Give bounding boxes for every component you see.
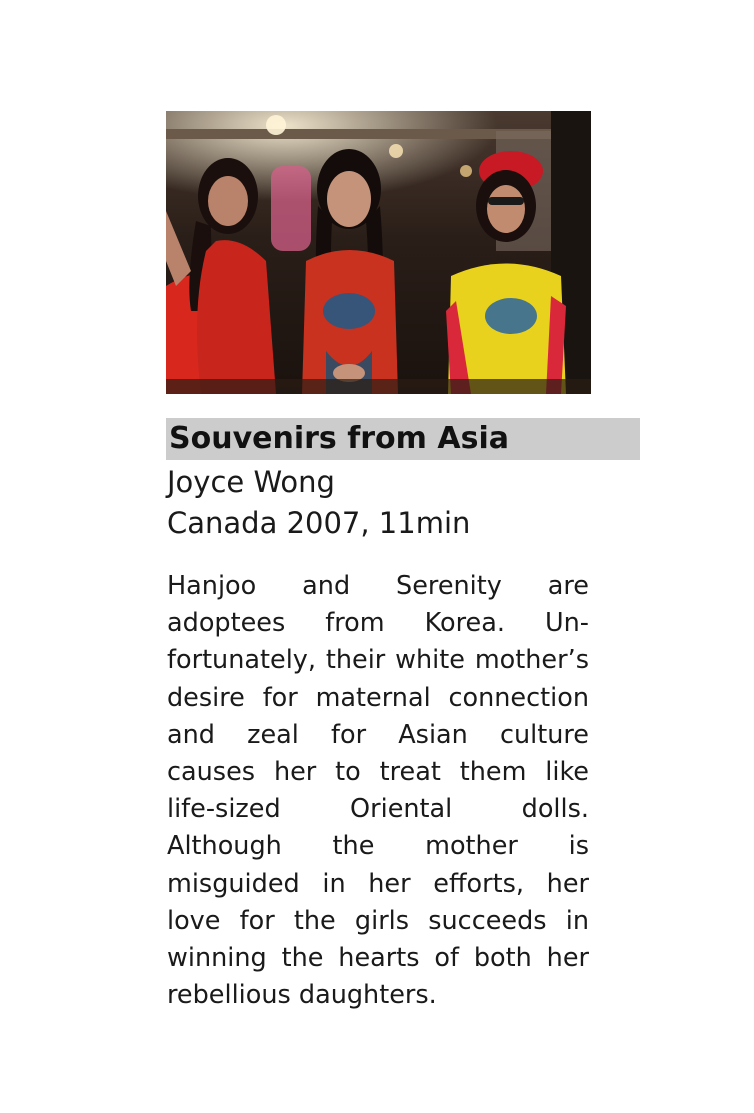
film-origin-year-duration: Canada 2007, 11min <box>167 506 471 540</box>
film-director: Joyce Wong <box>167 465 335 499</box>
film-still-illustration <box>166 111 591 394</box>
film-still-image <box>166 111 591 394</box>
film-title: Souvenirs from Asia <box>169 421 509 456</box>
film-synopsis: Hanjoo and Serenity are adoptees from Korea. Unfortunately, their white mother’s desire for maternal connection and zeal for Asian culture causes her to treat them like life-sized Oriental dolls. Although the mother is misguided in her efforts, her love for the girls succeeds in winning the hearts of both her rebellious daughters. <box>167 571 589 1011</box>
